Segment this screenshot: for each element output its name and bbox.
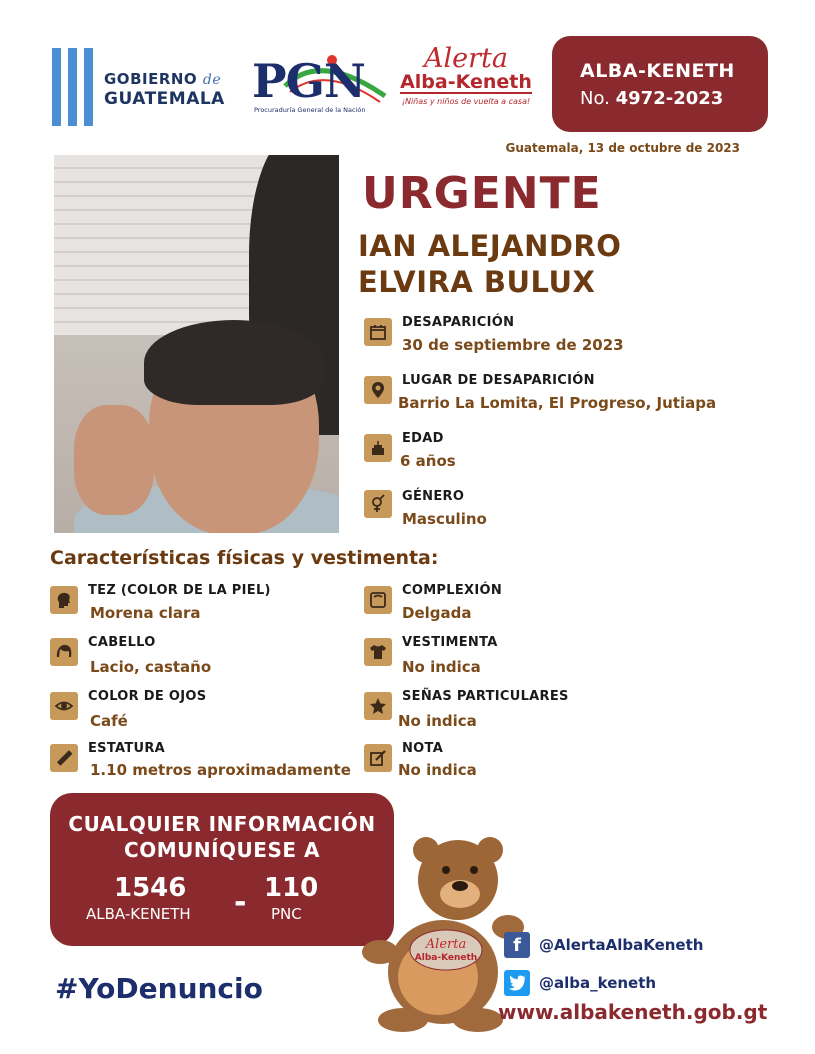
physical-section-title: Características físicas y vestimenta:	[50, 547, 439, 569]
physical-label: COLOR DE OJOS	[88, 689, 207, 704]
star-icon	[364, 692, 392, 720]
detail-value: 6 años	[400, 452, 456, 470]
physical-value: No indica	[402, 658, 481, 676]
detail-label: EDAD	[402, 431, 444, 446]
detail-label: LUGAR DE DESAPARICIÓN	[402, 373, 595, 388]
physical-value: Lacio, castaño	[90, 658, 212, 676]
shirt-icon	[364, 638, 392, 666]
physical-value: Delgada	[402, 604, 472, 622]
detail-value: 30 de septiembre de 2023	[402, 336, 624, 354]
physical-value: Café	[90, 712, 128, 730]
phone-label-pnc: PNC	[271, 905, 302, 923]
physical-value: Morena clara	[90, 604, 201, 622]
phone-alba-keneth[interactable]: 1546	[114, 873, 187, 903]
physical-label: ESTATURA	[88, 741, 166, 756]
missing-child-photo	[54, 155, 339, 533]
phone-separator: -	[234, 885, 247, 920]
cake-icon	[364, 434, 392, 462]
location-pin-icon	[364, 376, 392, 404]
physical-value: 1.10 metros aproximadamente	[90, 761, 351, 779]
eye-icon	[50, 692, 78, 720]
physical-label: COMPLEXIÓN	[402, 583, 503, 598]
twitter-handle[interactable]: @alba_keneth	[539, 974, 657, 992]
physical-label: TEZ (COLOR DE LA PIEL)	[88, 583, 271, 598]
head-silhouette-icon	[50, 586, 78, 614]
twitter-icon[interactable]	[504, 970, 530, 996]
calendar-icon	[364, 318, 392, 346]
detail-label: DESAPARICIÓN	[402, 315, 515, 330]
case-number-box: ALBA-KENETH No. 4972-2023	[552, 36, 768, 132]
website-link[interactable]: www.albakeneth.gob.gt	[498, 1000, 768, 1024]
physical-label: NOTA	[402, 741, 444, 756]
ruler-icon	[50, 744, 78, 772]
hashtag: #YoDenuncio	[55, 972, 263, 1005]
phone-label-alba-keneth: ALBA-KENETH	[86, 905, 191, 923]
gobierno-logo-text: GOBIERNO de GUATEMALA	[104, 70, 225, 109]
gender-icon	[364, 490, 392, 518]
detail-value: Masculino	[402, 510, 487, 528]
bear-badge-line2: Alba-Keneth	[414, 953, 478, 963]
alerta-alba-keneth-logo: Alerta Alba-Keneth ¡Niñas y niños de vuelta a casa!	[400, 43, 532, 106]
physical-value: No indica	[398, 761, 477, 779]
publication-date: Guatemala, 13 de octubre de 2023	[505, 141, 740, 155]
bear-badge-line1: Alerta	[425, 937, 467, 952]
facebook-icon[interactable]: f	[504, 932, 530, 958]
pgn-logo: PGN Procuraduría General de la Nación	[240, 46, 390, 118]
physical-label: CABELLO	[88, 635, 156, 650]
physical-value: No indica	[398, 712, 477, 730]
facebook-handle[interactable]: @AlertaAlbaKeneth	[539, 936, 704, 954]
detail-value: Barrio La Lomita, El Progreso, Jutiapa	[398, 394, 717, 412]
phone-pnc[interactable]: 110	[264, 873, 319, 903]
urgent-label: URGENTE	[362, 168, 602, 219]
gobierno-logo-bars	[52, 48, 94, 126]
scale-icon	[364, 586, 392, 614]
contact-box	[50, 793, 394, 946]
hair-icon	[50, 638, 78, 666]
contact-heading: CUALQUIER INFORMACIÓN COMUNÍQUESE A	[68, 812, 376, 862]
physical-label: VESTIMENTA	[402, 635, 498, 650]
detail-label: GÉNERO	[402, 489, 465, 504]
person-name: IAN ALEJANDRO ELVIRA BULUX	[358, 229, 622, 299]
physical-label: SEÑAS PARTICULARES	[402, 689, 569, 704]
note-pencil-icon	[364, 744, 392, 772]
